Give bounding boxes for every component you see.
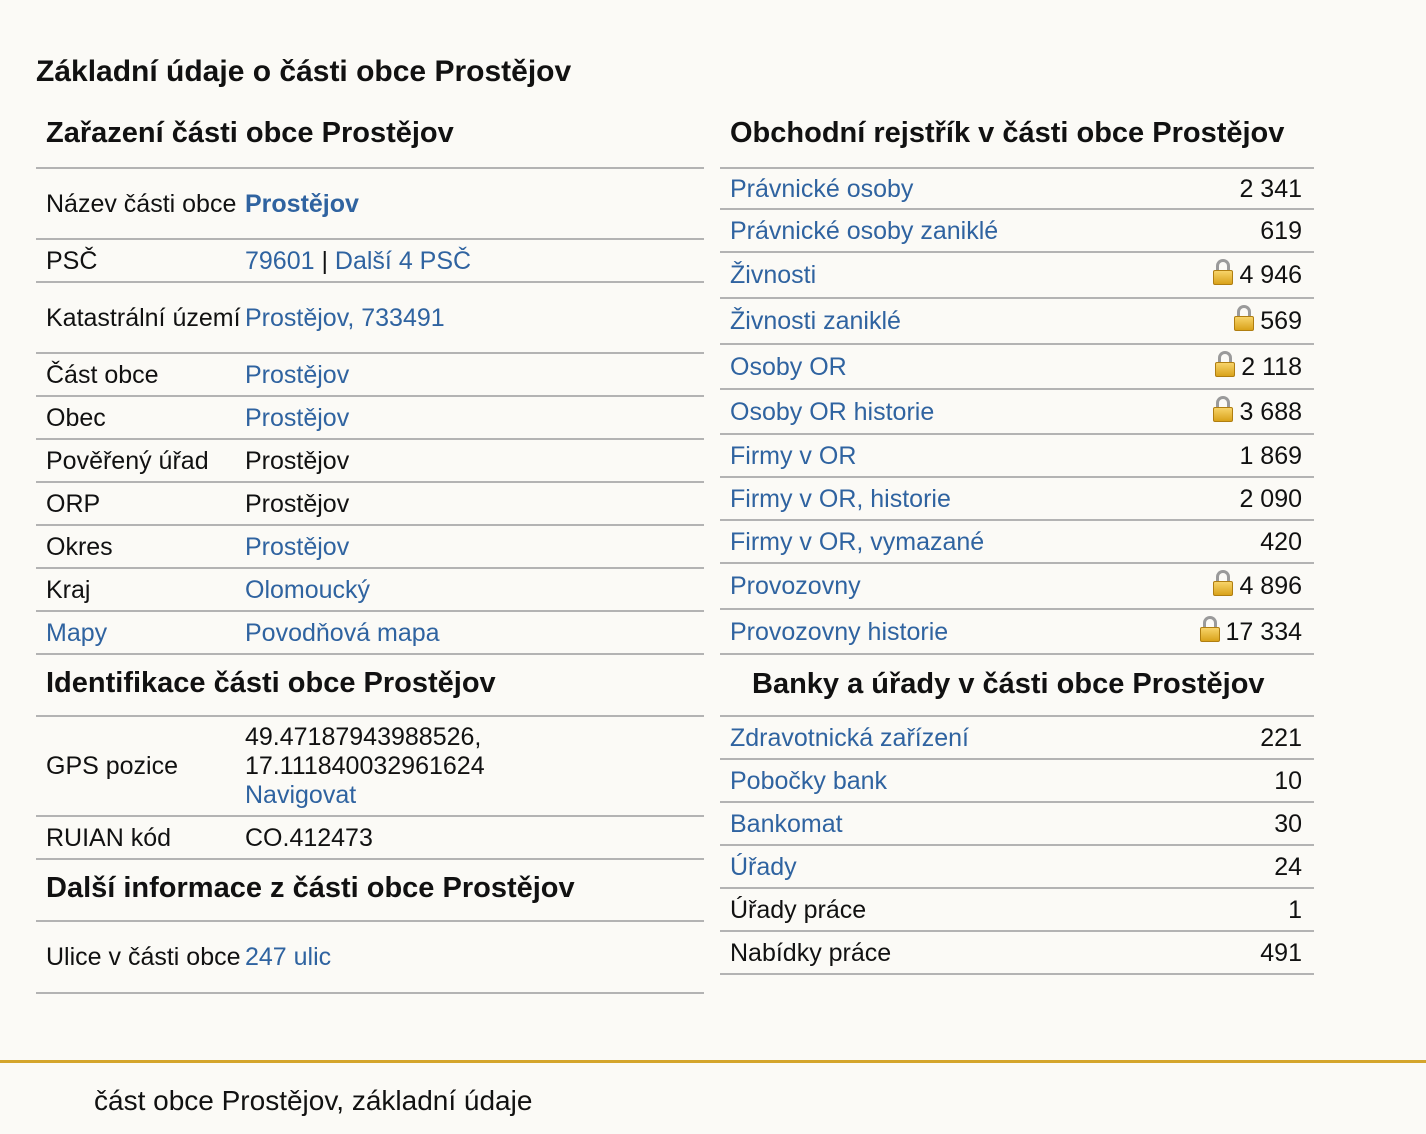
count-value: 619 (1260, 216, 1302, 245)
table-row (36, 397, 704, 440)
banky-label: Nabídky práce (730, 938, 892, 967)
left-column (36, 112, 704, 994)
count-cell (1260, 217, 1302, 245)
lock-icon (1234, 305, 1254, 331)
row-label: Kraj (46, 575, 91, 604)
banky-link[interactable]: Pobočky bank (730, 766, 888, 795)
count-value: 3 688 (1239, 397, 1302, 426)
banky-link[interactable]: Zdravotnická zařízení (730, 723, 969, 752)
table-row (36, 283, 704, 354)
table-row (36, 354, 704, 397)
rejstrik-link[interactable]: Živnosti zaniklé (730, 307, 901, 335)
table-row (36, 240, 704, 283)
rejstrik-link[interactable]: Živnosti (730, 261, 817, 289)
count-cell (1239, 442, 1302, 470)
list-item (720, 932, 1314, 975)
nazev-link[interactable]: Prostějov (245, 189, 359, 218)
count-cell (1234, 307, 1302, 335)
footer-divider (0, 1060, 1426, 1063)
count-cell (1200, 618, 1302, 646)
count-value: 17 334 (1225, 617, 1302, 646)
rejstrik-link[interactable]: Osoby OR historie (730, 397, 935, 426)
identifikace-title: Identifikace části obce Prostějov (36, 655, 704, 717)
right-column (720, 112, 1314, 975)
list-item (720, 760, 1314, 803)
banky-list (720, 717, 1314, 975)
row-label: Část obce (46, 360, 159, 389)
rejstrik-link[interactable]: Právnické osoby zaniklé (730, 216, 999, 245)
povereny-urad-value: Prostějov (245, 446, 350, 475)
ulice-link[interactable]: 247 ulic (245, 943, 332, 971)
povodnova-mapa-link[interactable]: Povodňová mapa (245, 618, 440, 647)
list-item (720, 889, 1314, 932)
table-row (36, 717, 704, 817)
rejstrik-link[interactable]: Provozovny (730, 572, 861, 600)
list-item (720, 803, 1314, 846)
table-row (36, 169, 704, 240)
table-row (36, 483, 704, 526)
list-item (720, 564, 1314, 610)
count-value: 1 (1288, 895, 1302, 924)
list-item (720, 345, 1314, 390)
list-item (720, 610, 1314, 655)
psc-link[interactable]: 79601 (245, 246, 315, 275)
kraj-link[interactable]: Olomoucký (245, 575, 371, 604)
psc-separator: | (314, 246, 335, 275)
page-title: Základní údaje o části obce Prostějov (36, 55, 572, 88)
list-item (720, 390, 1314, 435)
more-psc-link[interactable]: Další 4 PSČ (334, 246, 472, 275)
count-value: 10 (1274, 766, 1302, 795)
table-row (36, 817, 704, 860)
mapy-link[interactable]: Mapy (46, 618, 108, 647)
row-label: GPS pozice (46, 752, 179, 780)
row-label: Název části obce (46, 189, 237, 218)
list-item (720, 717, 1314, 760)
count-value: 2 118 (1241, 352, 1302, 381)
count-cell (1260, 528, 1302, 556)
table-row (36, 569, 704, 612)
count-value: 2 090 (1239, 484, 1302, 513)
count-value: 221 (1260, 723, 1302, 752)
count-value: 4 896 (1239, 572, 1302, 600)
rejstrik-link[interactable]: Právnické osoby (730, 174, 914, 203)
banky-label: Úřady práce (730, 895, 867, 924)
gps-lon: 17.111840032961624 (245, 751, 485, 780)
row-label: Okres (46, 532, 113, 561)
count-value: 30 (1274, 809, 1302, 838)
lock-icon (1213, 259, 1233, 285)
list-item (720, 846, 1314, 889)
lock-icon (1200, 616, 1220, 642)
list-item (720, 169, 1314, 210)
row-label: ORP (46, 489, 101, 518)
row-label: Obec (46, 403, 106, 432)
footer-text: část obce Prostějov, základní údaje (94, 1085, 533, 1116)
count-value: 1 869 (1239, 441, 1302, 470)
count-value: 2 341 (1239, 174, 1302, 203)
list-item (720, 521, 1314, 564)
count-value: 24 (1274, 852, 1302, 881)
list-item (720, 478, 1314, 521)
count-cell (1215, 353, 1302, 381)
dalsi-title: Další informace z části obce Prostějov (36, 860, 704, 922)
orp-value: Prostějov (245, 489, 350, 518)
rejstrik-link[interactable]: Firmy v OR (730, 441, 857, 470)
table-row (36, 612, 704, 655)
count-value: 4 946 (1239, 261, 1302, 289)
obec-link[interactable]: Prostějov (245, 403, 350, 432)
row-label: Ulice v části obce (46, 943, 241, 971)
lock-icon (1213, 570, 1233, 596)
row-label: PSČ (46, 246, 98, 275)
count-value: 569 (1260, 307, 1302, 335)
list-item (720, 299, 1314, 345)
rejstrik-link[interactable]: Provozovny historie (730, 617, 949, 646)
ruian-value: CO.412473 (245, 823, 373, 852)
count-cell (1213, 261, 1302, 289)
list-item (720, 435, 1314, 478)
table-row (36, 440, 704, 483)
rejstrik-link[interactable]: Firmy v OR, historie (730, 484, 951, 513)
cast-obce-link[interactable]: Prostějov (245, 360, 350, 389)
count-value: 491 (1260, 938, 1302, 967)
rejstrik-link[interactable]: Osoby OR (730, 352, 847, 381)
count-cell (1239, 175, 1302, 203)
katastralni-link[interactable]: Prostějov, 733491 (245, 303, 445, 332)
table-row (36, 526, 704, 569)
okres-link[interactable]: Prostějov (245, 532, 350, 561)
list-item (720, 210, 1314, 253)
rejstrik-title: Obchodní rejstřík v části obce Prostějov (720, 112, 1314, 169)
rejstrik-link[interactable]: Firmy v OR, vymazané (730, 527, 985, 556)
navigovat-link[interactable]: Navigovat (245, 780, 357, 809)
count-cell (1213, 572, 1302, 600)
banky-title: Banky a úřady v části obce Prostějov (720, 655, 1314, 717)
row-label: Pověřený úřad (46, 446, 209, 475)
count-cell (1239, 485, 1302, 513)
count-value: 420 (1260, 527, 1302, 556)
rejstrik-list (720, 169, 1314, 655)
gps-lat: 49.47187943988526, (245, 722, 482, 751)
banky-link[interactable]: Bankomat (730, 809, 843, 838)
banky-link[interactable]: Úřady (730, 852, 797, 881)
zarazeni-title: Zařazení části obce Prostějov (36, 112, 704, 169)
lock-icon (1213, 396, 1233, 422)
count-cell (1213, 398, 1302, 426)
list-item (720, 253, 1314, 299)
lock-icon (1215, 351, 1235, 377)
row-label: Katastrální území (46, 303, 241, 332)
table-row (36, 922, 704, 994)
row-label: RUIAN kód (46, 823, 172, 852)
